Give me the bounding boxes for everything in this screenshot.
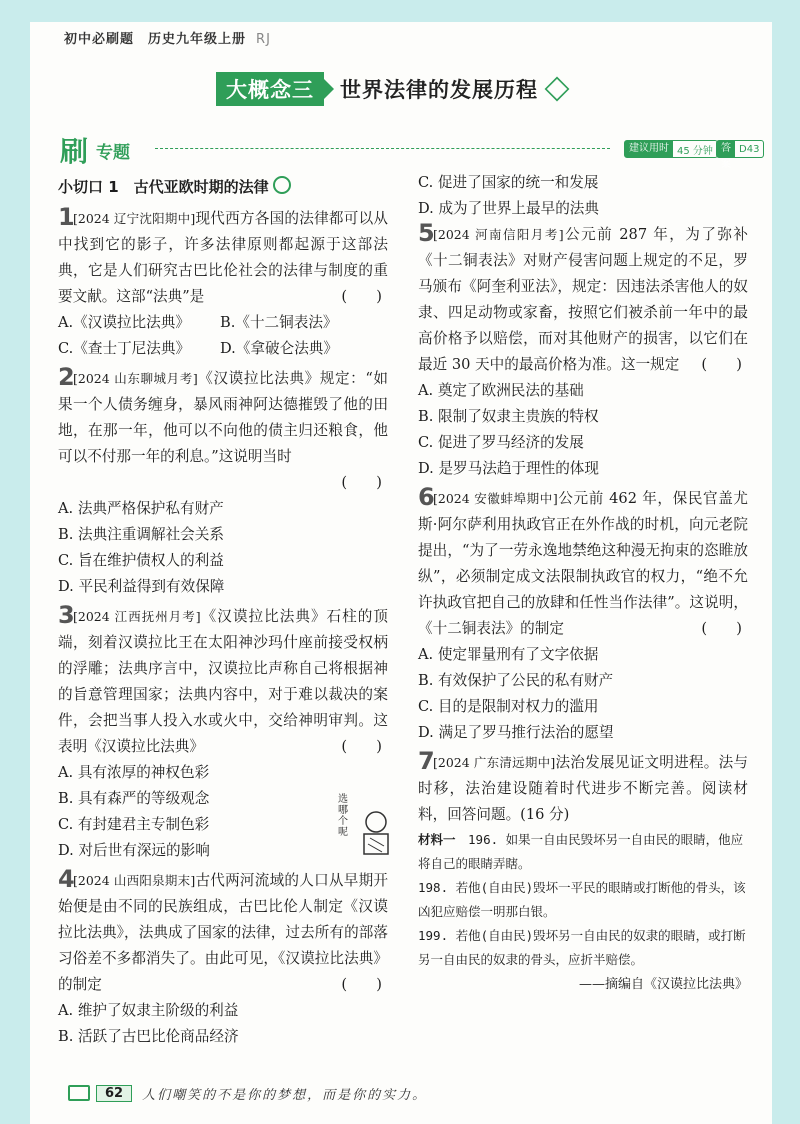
book-name: 初中必刷题 xyxy=(64,32,135,47)
material-one xyxy=(418,828,748,876)
cube-icon xyxy=(545,77,570,102)
question-source: [2024 山东聊城月考] xyxy=(73,371,198,386)
option-a: A. 维护了奴隶主阶级的利益 xyxy=(58,1002,239,1019)
banner-arrow-icon xyxy=(324,79,334,99)
option-d: D. 平民利益得到有效保障 xyxy=(58,578,225,595)
option-b: B. 限制了奴隶主贵族的特权 xyxy=(418,408,599,425)
chapter-banner xyxy=(216,74,568,104)
question-6 xyxy=(418,483,748,746)
answer-blank: ( ) xyxy=(341,976,382,993)
question-stem: 公元前 462 年，保民官盖尤斯·阿尔萨利用执政官正在外作战的时机，向元老院提出，“为了一劳永逸地禁绝这种漫无拘束的恣睢放纵”，必须制定成文法限制执政官的权力，“绝不允许执政官把自己的放肆和任性当作法律”。这说明，《十二铜表法》的制定 xyxy=(418,490,748,637)
left-column xyxy=(58,170,388,1054)
question-stem: 古代两河流域的人口从早期开始便是由不同的民族组成，古巴比伦人制定《汉谟拉比法典》，法典成了国家的法律，过去所有的部落习俗差不多都消失了。由此可见，《汉谟拉比法典》的制定 xyxy=(58,872,388,993)
option-b: B. 有效保护了公民的私有财产 xyxy=(418,672,614,689)
option-a: A. 法典严格保护私有财产 xyxy=(58,500,224,517)
time-value: 45 分钟 xyxy=(677,145,713,157)
thinking-figure-illustration xyxy=(338,794,398,866)
question-number: 7 xyxy=(418,747,435,775)
question-number: 3 xyxy=(58,601,75,629)
option-a: A. 使定罪量刑有了文字依据 xyxy=(418,646,599,663)
section-row xyxy=(60,130,760,170)
material-clause-196: 196. 如果一自由民毁坏另一自由民的眼睛，他应将自己的眼睛弄瞎。 xyxy=(418,832,744,871)
option-c: C. 目的是限制对权力的滥用 xyxy=(418,698,599,715)
option-a: A. 具有浓厚的神权色彩 xyxy=(58,764,210,781)
material-clause-198: 198. 若他(自由民)毁坏一平民的眼睛或打断他的骨头，该凶犯应赔偿一明那白银。 xyxy=(418,880,746,919)
question-2 xyxy=(58,363,388,600)
option-b: B. 活跃了古巴比伦商品经济 xyxy=(58,1028,239,1045)
option-b: B. 法典注重调解社会关系 xyxy=(58,526,224,543)
option-c: C. 促进了罗马经济的发展 xyxy=(418,434,584,451)
question-stem: 《汉谟拉比法典》规定：“如果一个人债务缠身，暴风雨神阿达德摧毁了他的田地，在那一年，他可以不向他的债主归还粮食，他可以不付那一年的利息。”这说明当时 xyxy=(58,370,388,465)
page-number: 62 xyxy=(96,1085,132,1102)
pen-icon xyxy=(273,176,291,194)
page-header xyxy=(64,28,271,47)
section-label: 专题 xyxy=(96,143,130,163)
material-clause-199: 199. 若他(自由民)毁坏另一自由民的奴隶的眼睛，或打断另一自由民的奴隶的骨头，应折半赔偿。 xyxy=(418,928,746,967)
banner-title: 世界法律的发展历程 xyxy=(340,77,538,102)
question-source: [2024 广东清远期中] xyxy=(433,755,556,770)
subject-name: 历史九年级上册 xyxy=(148,32,247,47)
question-stem: 公元前 287 年，为了弥补《十二铜表法》对财产侵害问题上规定的不足，罗马颁布《阿奎利亚法》，规定：因违法杀害他人的奴隶、四足动物或家畜，按照它们被杀前一年中的最高价格予以赔偿，而对其他财产的损害，以它们在最近 30 天中的最高价格为准。这一规定 xyxy=(418,226,748,373)
answer-blank: ( ) xyxy=(341,474,382,491)
answer-blank: ( ) xyxy=(701,356,742,373)
option-c: C. 促进了国家的统一和发展 xyxy=(418,174,599,191)
page-footer xyxy=(68,1082,427,1104)
time-pill xyxy=(624,140,718,158)
question-stem: 《汉谟拉比法典》石柱的顶端，刻着汉谟拉比王在太阳神沙玛什座前接受权柄的浮雕；法典序言中，汉谟拉比声称自己将根据神的旨意管理国家；法典内容中，对于难以裁决的案件，会把当事人投入水或火中，交给神明审判。这表明《汉谟拉比法典》 xyxy=(58,608,388,755)
section-divider xyxy=(155,148,610,149)
question-7 xyxy=(418,747,748,998)
figure-caption: 选哪个呢 xyxy=(338,794,348,838)
answer-blank: ( ) xyxy=(701,620,742,637)
question-number: 6 xyxy=(418,483,435,511)
option-a: A.《汉谟拉比法典》 xyxy=(58,314,190,331)
option-d: D. 是罗马法趋于理性的体现 xyxy=(418,460,599,477)
page xyxy=(30,22,772,1124)
right-column xyxy=(418,170,748,1002)
option-d: D.《拿破仑法典》 xyxy=(220,340,338,357)
answer-pill xyxy=(716,140,764,170)
question-number: 5 xyxy=(418,219,435,247)
edition: RJ xyxy=(256,32,271,47)
option-d: D. 对后世有深远的影响 xyxy=(58,842,210,859)
question-number: 1 xyxy=(58,203,75,231)
option-c: C.《查士丁尼法典》 xyxy=(58,340,191,357)
question-4 xyxy=(58,865,388,1050)
question-1 xyxy=(58,203,388,362)
material-label: 材料一 xyxy=(418,832,456,847)
question-number: 4 xyxy=(58,865,75,893)
answer-value: D43 xyxy=(739,143,760,155)
figure-drawing xyxy=(356,808,396,858)
question-5 xyxy=(418,219,748,482)
question-source: [2024 河南信阳月考] xyxy=(433,227,564,242)
subtopic-heading xyxy=(58,174,388,200)
question-stem: 现代西方各国的法律都可以从中找到它的影子，许多法律原则都起源于这部法典，它是人们研究古巴比伦社会的法律与制度的重要文献。这部“法典”是 xyxy=(58,210,388,305)
answer-label: 答案 xyxy=(717,141,735,157)
book-icon xyxy=(68,1085,90,1101)
subtopic-title: 小切口 1 古代亚欧时期的法律 xyxy=(58,178,269,196)
question-source: [2024 安徽蚌埠期中] xyxy=(433,491,558,506)
question-stem: 法治发展见证文明进程。法与时移，法治建设随着时代进步不断完善。阅读材料，回答问题。(16 分) xyxy=(418,754,748,823)
option-b: B.《十二铜表法》 xyxy=(220,314,338,331)
material-citation: ——摘编自《汉谟拉比法典》 xyxy=(578,977,748,992)
question-number: 2 xyxy=(58,363,75,391)
question-source: [2024 辽宁沈阳期中] xyxy=(73,211,196,226)
answer-blank: ( ) xyxy=(341,288,382,305)
option-b: B. 具有森严的等级观念 xyxy=(58,790,210,807)
answer-blank: ( ) xyxy=(341,738,382,755)
option-d: D. 成为了世界上最早的法典 xyxy=(418,200,599,217)
option-a: A. 奠定了欧洲民法的基础 xyxy=(418,382,584,399)
option-c: C. 旨在维护债权人的利益 xyxy=(58,552,224,569)
footer-motto: 人们嘲笑的不是你的梦想，而是你的实力。 xyxy=(142,1087,428,1103)
time-label: 建议用时 xyxy=(625,141,673,157)
question-source: [2024 山西阳泉期末] xyxy=(73,873,196,888)
banner-tag: 大概念三 xyxy=(216,72,324,106)
question-source: [2024 江西抚州月考] xyxy=(73,609,201,624)
option-d: D. 满足了罗马推行法治的愿望 xyxy=(418,724,614,741)
option-c: C. 有封建君主专制色彩 xyxy=(58,816,210,833)
section-mark: 刷 xyxy=(60,135,89,168)
